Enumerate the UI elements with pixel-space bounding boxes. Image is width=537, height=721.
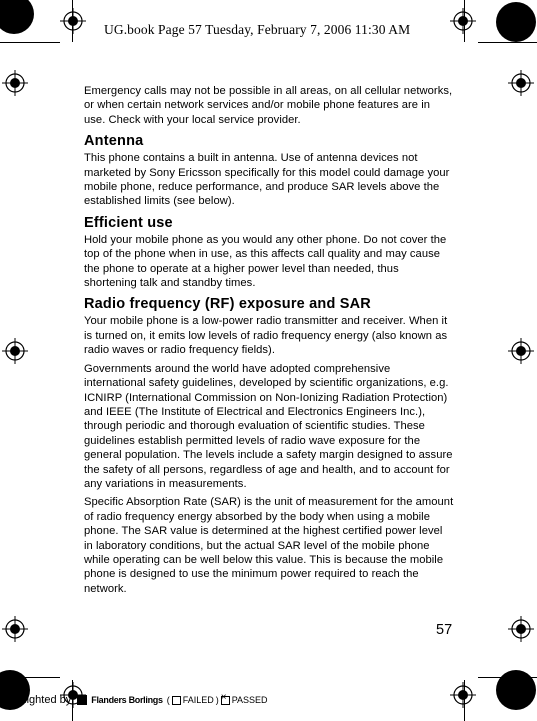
efficient-use-paragraph: Hold your mobile phone as you would any other phone. Do not cover the top of the phone when in use, as this affects call quality and may cause the phone to operate at a higher power level than needed, thus shortening talk and standby times. xyxy=(84,233,447,290)
section-heading-rf-exposure: Radio frequency (RF) exposure and SAR xyxy=(84,296,371,313)
antenna-paragraph: This phone contains a built in antenna. Use of antenna devices not marketed by Sony Ericsson specifically for this model could damage your mobile phone, reduce performance, and produce SAR levels above the established limits (see below). xyxy=(84,152,450,208)
registration-mark-left-lower xyxy=(2,616,28,642)
registration-mark-top-left xyxy=(60,8,86,34)
paren-close: ) xyxy=(215,695,219,705)
brand-logo-icon xyxy=(77,695,87,705)
registration-mark-left-middle xyxy=(2,338,28,364)
trim-line-bottom-left-horizontal xyxy=(0,677,60,678)
registration-mark-bottom-right xyxy=(450,682,476,708)
page-body xyxy=(84,84,454,600)
preflighted-label: Preflighted by xyxy=(4,694,72,706)
rf-exposure-paragraph-2: Governments around the world have adopted comprehensive international safety guidelines, developed by scientific organizations, e.g. ICNIRP (International Commission on Non-Ionizing Radiation Protection) and IEEE (The Institute of Electrical and Electronics Engineers Inc.), through periodic and thorough evaluation of scientific studies. These guidelines establish permitted levels of radio wave exposure for the general population. The levels include a safety margin designed to assure the safety of all persons, regardless of age and health, and to account for any variations in measurements. xyxy=(84,362,453,490)
preflight-stamp xyxy=(4,694,268,706)
rf-exposure-paragraph-3: Specific Absorption Rate (SAR) is the unit of measurement for the amount of radio frequency energy absorbed by the body when using a mobile phone. The SAR value is determined at the highest certified power level in laboratory conditions, but the actual SAR level of the mobile phone while operating can be well below this value. This is because the mobile phone is designed to use the minimum power required to reach the network. xyxy=(84,496,454,595)
paren-open: ( xyxy=(166,695,170,705)
registration-mark-left-upper xyxy=(2,70,28,96)
section-heading-efficient-use: Efficient use xyxy=(84,214,173,231)
preflight-brand: Flanders Borlings xyxy=(91,695,163,705)
trim-line-bottom-right-horizontal xyxy=(478,677,537,678)
trim-line-top-left-horizontal xyxy=(0,42,60,43)
page-number: 57 xyxy=(436,622,453,638)
page-header-stamp: UG.book Page 57 Tuesday, February 7, 2006 11:30 AM xyxy=(104,22,411,37)
section-heading-antenna: Antenna xyxy=(84,133,144,150)
passed-label: PASSED xyxy=(231,695,268,705)
corner-mark-bottom-right xyxy=(496,670,536,710)
registration-mark-right-middle xyxy=(508,338,534,364)
intro-paragraph: Emergency calls may not be possible in all areas, on all cellular networks, or when certain network services and/or mobile phone features are in use. Check with your local service provider. xyxy=(84,85,453,126)
trim-line-top-right-horizontal xyxy=(478,42,537,43)
corner-mark-top-right xyxy=(496,2,536,42)
failed-label: FAILED xyxy=(182,695,214,705)
passed-checkbox-icon xyxy=(221,696,230,705)
corner-mark-top-left xyxy=(0,0,34,34)
registration-mark-right-upper xyxy=(508,70,534,96)
registration-mark-right-lower xyxy=(508,616,534,642)
failed-checkbox-icon xyxy=(172,696,181,705)
registration-mark-top-right xyxy=(450,8,476,34)
preflight-options xyxy=(167,695,268,705)
rf-exposure-paragraph-1: Your mobile phone is a low-power radio transmitter and receiver. When it is turned on, it emits low levels of radio frequency energy (also known as radio waves or radio frequency fields). xyxy=(84,315,448,357)
